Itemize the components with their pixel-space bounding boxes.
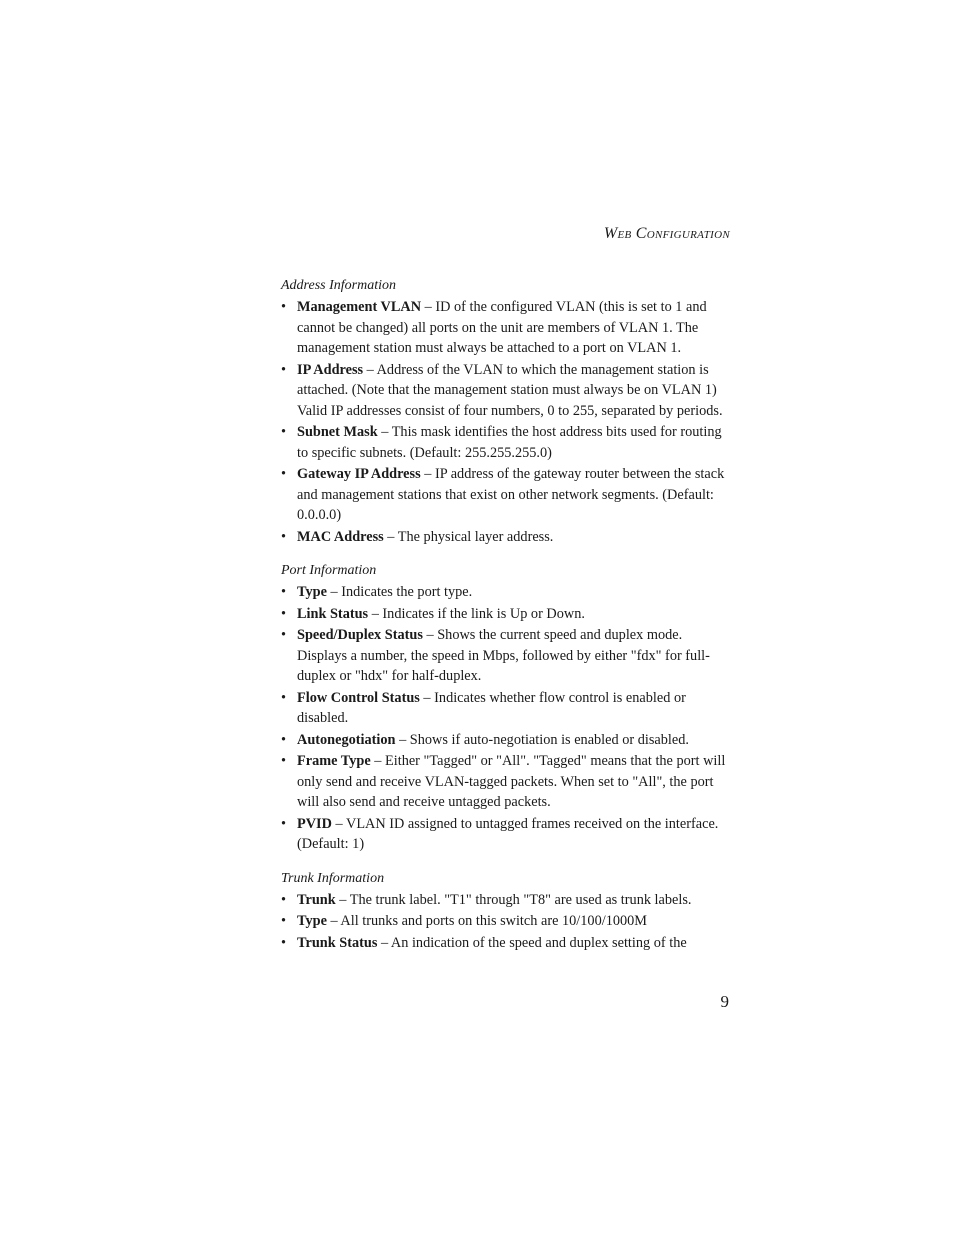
item-description: – The trunk label. "T1" through "T8" are used as trunk labels. xyxy=(335,891,692,908)
item-term: MAC Address xyxy=(297,528,384,545)
bullet-icon: • xyxy=(281,361,287,378)
section-address-information xyxy=(281,276,729,547)
list-item xyxy=(281,464,729,526)
bullet-icon: • xyxy=(281,299,287,315)
item-term: Speed/Duplex Status xyxy=(297,627,423,643)
list-item xyxy=(281,751,729,813)
list-item xyxy=(281,604,729,625)
item-description: – An indication of the speed and duplex setting of the xyxy=(377,934,687,951)
bullet-list xyxy=(281,582,729,855)
list-item xyxy=(281,814,729,855)
running-header: Web Configuration xyxy=(603,225,730,242)
list-item xyxy=(281,688,729,729)
item-description: – VLAN ID assigned to untagged frames received on the interface. (Default: 1) xyxy=(297,815,719,852)
list-item xyxy=(281,582,729,603)
item-term: Trunk xyxy=(297,891,336,908)
list-item xyxy=(281,730,729,751)
list-item xyxy=(281,933,729,954)
item-description: – Shows the current speed and duplex mode. Displays a number, the speed in Mbps, followed by either "fdx" for full-duplex or "hdx" for half-duplex. xyxy=(297,627,710,684)
item-term: Management VLAN xyxy=(297,299,422,315)
item-term: IP Address xyxy=(297,361,364,378)
list-item xyxy=(281,911,729,932)
item-term: Flow Control Status xyxy=(297,689,420,706)
list-item xyxy=(281,360,729,422)
list-item xyxy=(281,297,729,359)
bullet-icon: • xyxy=(281,584,287,600)
bullet-icon: • xyxy=(281,466,287,482)
item-term: Frame Type xyxy=(297,753,371,769)
item-term: Type xyxy=(297,584,327,600)
bullet-list xyxy=(281,297,729,547)
item-term: Trunk Status xyxy=(297,934,378,951)
bullet-icon: • xyxy=(281,753,287,769)
item-description: – Shows if auto-negotiation is enabled or disabled. xyxy=(395,731,689,748)
item-term: Gateway IP Address xyxy=(297,466,421,482)
item-description: – Either "Tagged" or "All". "Tagged" means that the port will only send and receive VLAN-tagged packets. When set to "All", the port will also send and receive untagged packets. xyxy=(297,753,726,810)
section-port-information xyxy=(281,561,729,855)
bullet-icon: • xyxy=(281,528,287,545)
bullet-list xyxy=(281,890,729,954)
section-title: Address Information xyxy=(281,278,396,293)
list-item xyxy=(281,890,729,911)
page-number: 9 xyxy=(720,992,729,1011)
bullet-icon: • xyxy=(281,913,287,929)
bullet-icon: • xyxy=(281,731,287,748)
bullet-icon: • xyxy=(281,815,287,832)
section-title: Trunk Information xyxy=(281,870,385,886)
item-term: Type xyxy=(297,913,327,929)
section-trunk-information xyxy=(281,869,729,954)
item-description: – Indicates if the link is Up or Down. xyxy=(368,605,585,622)
item-term: Autonegotiation xyxy=(297,731,396,748)
bullet-icon: • xyxy=(281,424,287,440)
list-item xyxy=(281,422,729,463)
section-title: Port Information xyxy=(281,563,377,578)
item-description: – ID of the configured VLAN (this is set to 1 and cannot be changed) all ports on the unit are members of VLAN 1. The management station must always be attached to a port on VLAN 1. xyxy=(297,299,707,356)
bullet-icon: • xyxy=(281,891,287,908)
item-description: – Indicates whether flow control is enabled or disabled. xyxy=(297,689,686,726)
item-description: – This mask identifies the host address bits used for routing to specific subnets. (Default: 255.255.255.0) xyxy=(297,424,722,461)
item-description: – Indicates the port type. xyxy=(326,584,473,600)
item-term: Subnet Mask xyxy=(297,424,378,440)
item-description: – All trunks and ports on this switch are 10/100/1000M xyxy=(326,913,647,929)
list-item xyxy=(281,527,729,548)
item-description: – The physical layer address. xyxy=(383,528,554,545)
bullet-icon: • xyxy=(281,605,287,622)
list-item xyxy=(281,625,729,687)
item-description: – IP address of the gateway router between the stack and management stations that exist on other network segments. (Default: 0.0.0.0) xyxy=(297,466,725,523)
bullet-icon: • xyxy=(281,689,287,706)
bullet-icon: • xyxy=(281,934,287,951)
item-term: PVID xyxy=(297,815,332,832)
item-term: Link Status xyxy=(297,605,369,622)
item-description: – Address of the VLAN to which the management station is attached. (Note that the management station must always be on VLAN 1) Valid IP addresses consist of four numbers, 0 to 255, separated by periods. xyxy=(297,361,723,419)
bullet-icon: • xyxy=(281,627,287,643)
main-content xyxy=(281,276,729,967)
